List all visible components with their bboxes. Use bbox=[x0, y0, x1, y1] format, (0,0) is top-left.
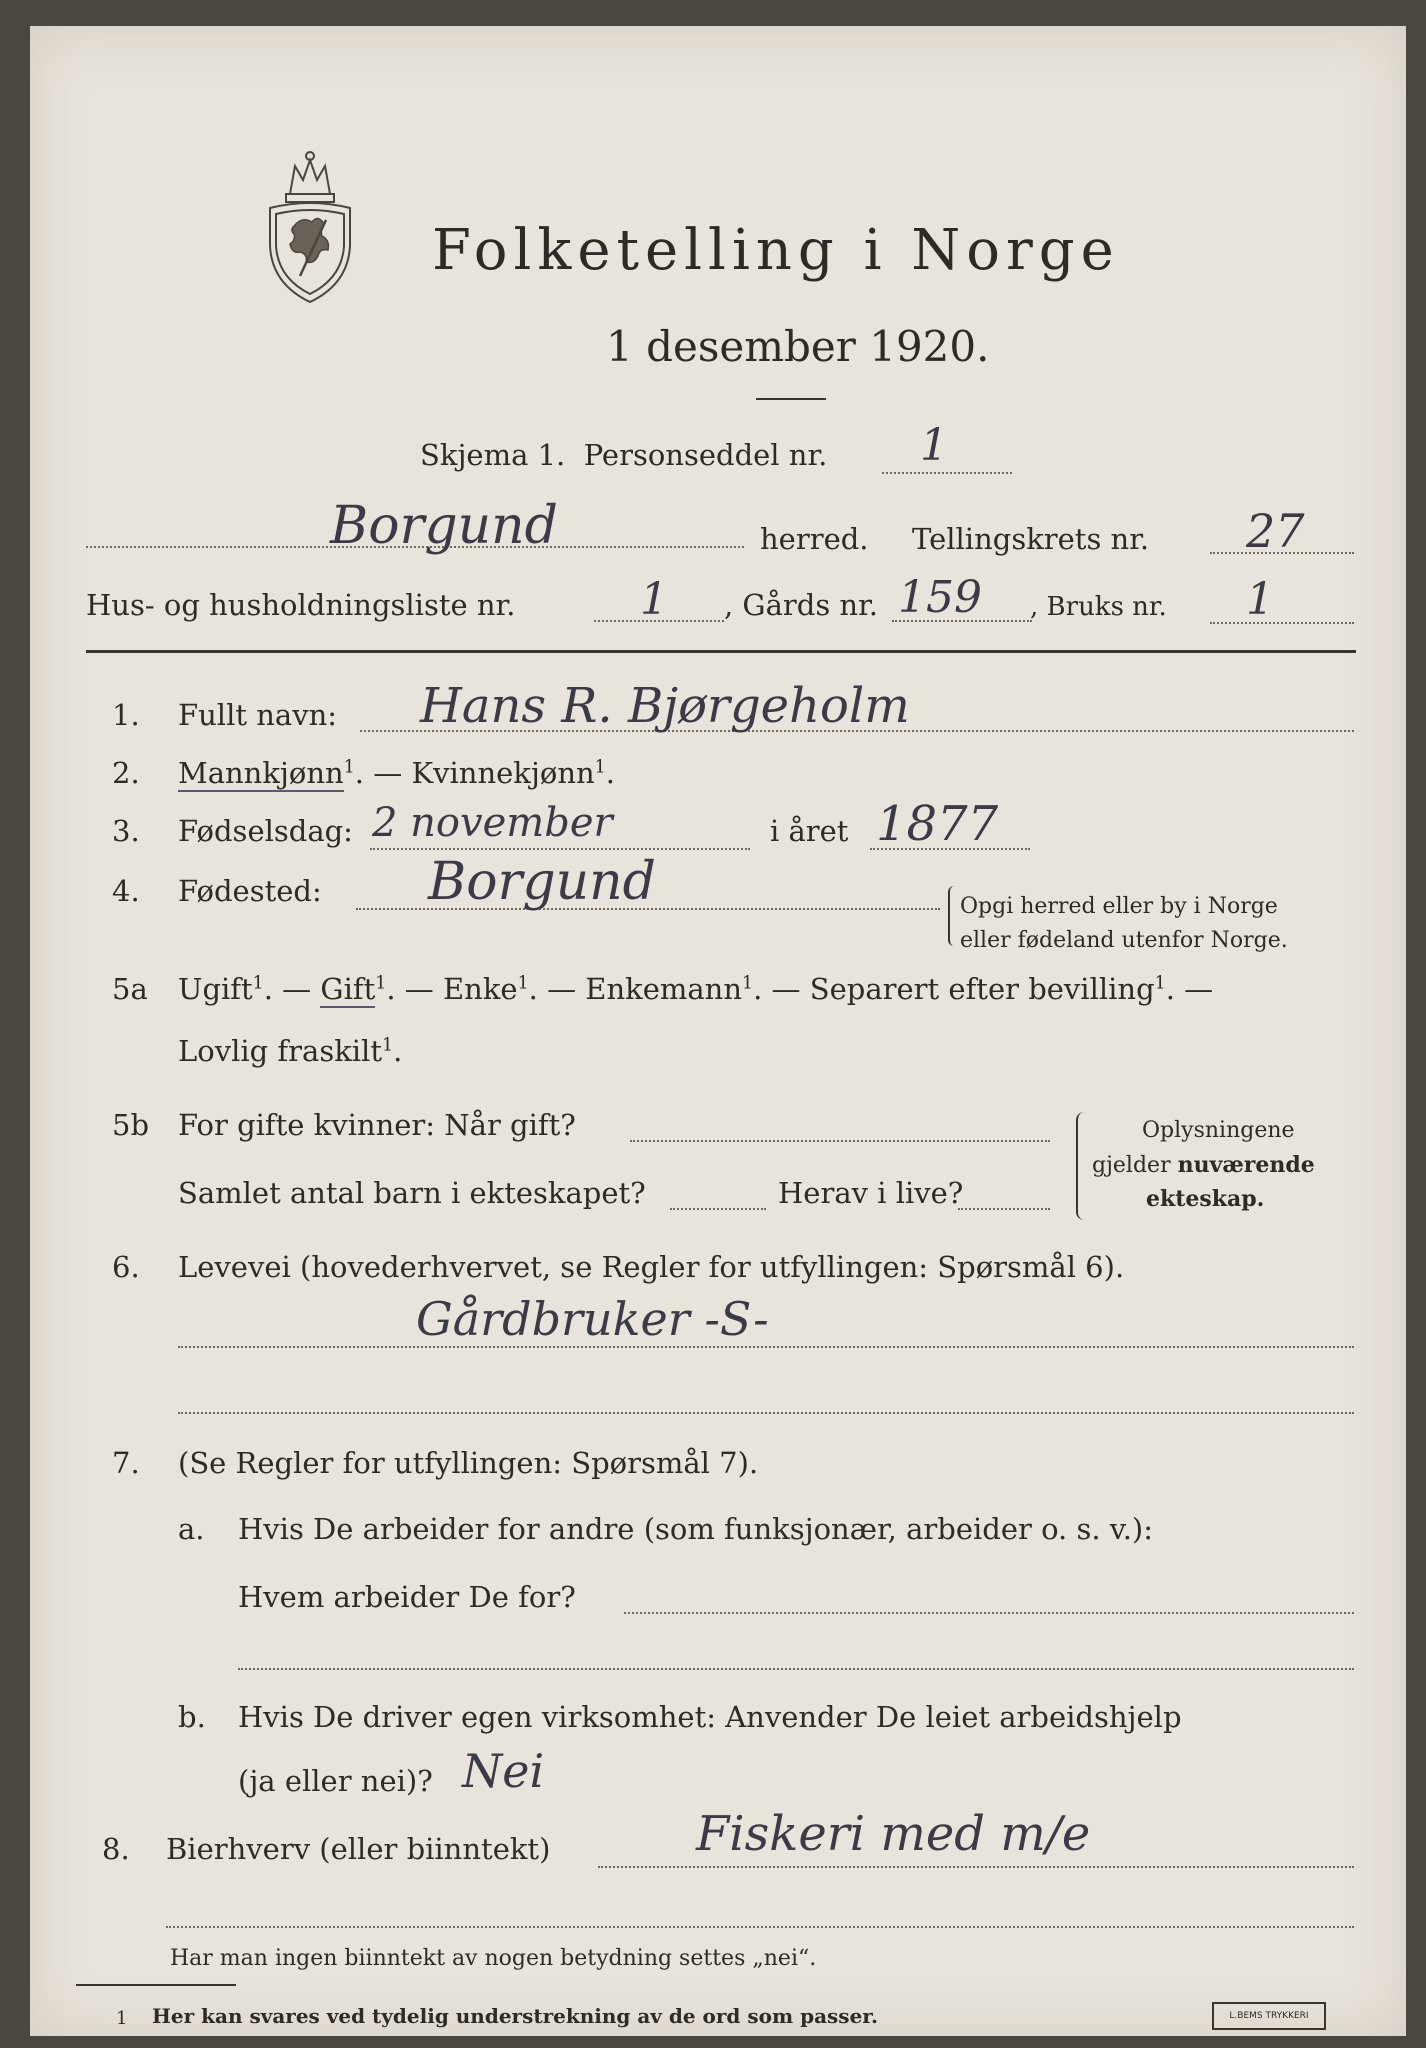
tellingskrets-value[interactable]: 27 bbox=[1246, 504, 1305, 558]
q7a-label: Hvis De arbeider for andre (som funksjonær, arbeider o. s. v.): bbox=[238, 1512, 1154, 1546]
q3-year-label: i året bbox=[770, 814, 849, 848]
q5b-label-1: For gifte kvinner: Når gift? bbox=[178, 1108, 576, 1142]
q1-label: Fullt navn: bbox=[178, 698, 338, 732]
q4-label: Fødested: bbox=[178, 874, 322, 908]
q4-note-2: eller fødeland utenfor Norge. bbox=[960, 928, 1288, 953]
q5b-married-line bbox=[630, 1140, 1050, 1142]
q6-label: Levevei (hovederhvervet, se Regler for utfyllingen: Spørsmål 6). bbox=[178, 1250, 1125, 1284]
q7a-label-2: Hvem arbeider De for? bbox=[238, 1580, 576, 1614]
form-title: Folketelling i Norge bbox=[432, 218, 1120, 283]
q5b-children-line bbox=[670, 1208, 766, 1210]
q7a-line-1 bbox=[624, 1612, 1354, 1614]
q7-number: 7. bbox=[112, 1446, 140, 1480]
gards-label: , Gårds nr. bbox=[724, 588, 878, 622]
q5b-note-3: ekteskap. bbox=[1146, 1186, 1265, 1212]
q3-year-value[interactable]: 1877 bbox=[876, 796, 999, 852]
coat-of-arms-icon bbox=[260, 146, 360, 306]
q6-line-1 bbox=[178, 1346, 1354, 1348]
q3-number: 3. bbox=[112, 814, 140, 848]
header-rule bbox=[86, 650, 1356, 653]
q5a-enkemann[interactable]: Enkemann bbox=[585, 972, 743, 1006]
census-date: 1 desember 1920. bbox=[606, 322, 990, 371]
personseddel-line bbox=[882, 472, 1012, 474]
q5a-gift[interactable]: Gift bbox=[320, 972, 376, 1006]
printer-mark: L.BEMS TRYKKERI bbox=[1212, 2002, 1326, 2030]
q5a-separert[interactable]: Separert efter bevilling bbox=[809, 972, 1155, 1006]
q3-day-value[interactable]: 2 november bbox=[372, 800, 613, 846]
husholdningsliste-value[interactable]: 1 bbox=[640, 574, 668, 625]
q1-value[interactable]: Hans R. Bjørgeholm bbox=[420, 678, 910, 734]
q5a-number: 5a bbox=[112, 972, 148, 1006]
skjema-label: Skjema 1. Personseddel nr. bbox=[420, 438, 828, 472]
q4-note-brace bbox=[948, 886, 956, 946]
q5a-enke[interactable]: Enke bbox=[442, 972, 518, 1006]
q5b-label-3: Herav i live? bbox=[778, 1176, 964, 1210]
q6-value[interactable]: Gårdbruker -S- bbox=[416, 1292, 769, 1346]
q8-line-2 bbox=[166, 1926, 1354, 1928]
tellingskrets-label: Tellingskrets nr. bbox=[912, 522, 1150, 556]
footnote-number: 1 bbox=[116, 2008, 128, 2029]
q2-male[interactable]: Mannkjønn bbox=[178, 756, 344, 790]
q2-options: Mannkjønn$^1$. — Kvinnekjønn$^1$. bbox=[178, 756, 615, 790]
bruks-value[interactable]: 1 bbox=[1246, 574, 1274, 625]
q2-female[interactable]: Kvinnekjønn bbox=[411, 756, 595, 790]
q5b-alive-line bbox=[958, 1208, 1050, 1210]
q6-number: 6. bbox=[112, 1250, 140, 1284]
footnote-rule bbox=[76, 1984, 236, 1986]
q4-number: 4. bbox=[112, 874, 140, 908]
herred-label: herred. bbox=[760, 522, 869, 556]
q6-line-2 bbox=[178, 1412, 1354, 1414]
bruks-label: , Bruks nr. bbox=[1030, 592, 1167, 622]
q5b-note-brace bbox=[1076, 1112, 1086, 1220]
q8-label: Bierhverv (eller biinntekt) bbox=[166, 1832, 551, 1866]
q7b-label: Hvis De driver egen virksomhet: Anvender De leiet arbeidshjelp bbox=[238, 1700, 1182, 1734]
q8-line bbox=[598, 1866, 1354, 1868]
q1-number: 1. bbox=[112, 698, 140, 732]
q5b-number: 5b bbox=[112, 1108, 150, 1142]
q4-note-1: Opgi herred eller by i Norge bbox=[960, 894, 1278, 919]
q7a-number: a. bbox=[178, 1512, 205, 1546]
q5b-note-1: Oplysningene bbox=[1142, 1118, 1295, 1143]
q3-label: Fødselsdag: bbox=[178, 814, 353, 848]
footer-note: Har man ingen biinntekt av nogen betydning settes „nei“. bbox=[170, 1946, 817, 1971]
q5a-ugift[interactable]: Ugift bbox=[178, 972, 253, 1006]
footnote-text: Her kan svares ved tydelig understrekning av de ord som passer. bbox=[152, 2004, 878, 2028]
q5b-label-2: Samlet antal barn i ekteskapet? bbox=[178, 1176, 646, 1210]
q5b-note-2: gjelder nuværende bbox=[1092, 1152, 1315, 1178]
q7b-label-2: (ja eller nei)? bbox=[238, 1764, 433, 1798]
q7a-line-2 bbox=[238, 1668, 1354, 1670]
title-divider bbox=[756, 398, 826, 400]
q8-number: 8. bbox=[102, 1832, 130, 1866]
gards-value[interactable]: 159 bbox=[898, 572, 982, 623]
q7b-value[interactable]: Nei bbox=[462, 1744, 545, 1798]
herred-value[interactable]: Borgund bbox=[330, 496, 558, 556]
q5a-options: Ugift$^1$. — Gift$^1$. — Enke$^1$. — Enkemann$^1$. — Separert efter bevilling$^1$. — bbox=[178, 972, 1214, 1006]
q3-day-line bbox=[370, 848, 750, 850]
q8-value[interactable]: Fiskeri med m/e bbox=[696, 1806, 1091, 1862]
q4-value[interactable]: Borgund bbox=[428, 852, 656, 912]
q2-number: 2. bbox=[112, 756, 140, 790]
husholdningsliste-label: Hus- og husholdningsliste nr. bbox=[86, 588, 516, 622]
bruks-line bbox=[1210, 622, 1354, 624]
personseddel-value[interactable]: 1 bbox=[920, 420, 948, 471]
q7-label: (Se Regler for utfyllingen: Spørsmål 7). bbox=[178, 1446, 759, 1480]
q5a-fraskilt[interactable]: Lovlig fraskilt bbox=[178, 1034, 382, 1068]
q7b-number: b. bbox=[178, 1700, 206, 1734]
census-form bbox=[30, 26, 1406, 2036]
q5a-fraskilt-line: Lovlig fraskilt$^1$. bbox=[178, 1034, 403, 1068]
